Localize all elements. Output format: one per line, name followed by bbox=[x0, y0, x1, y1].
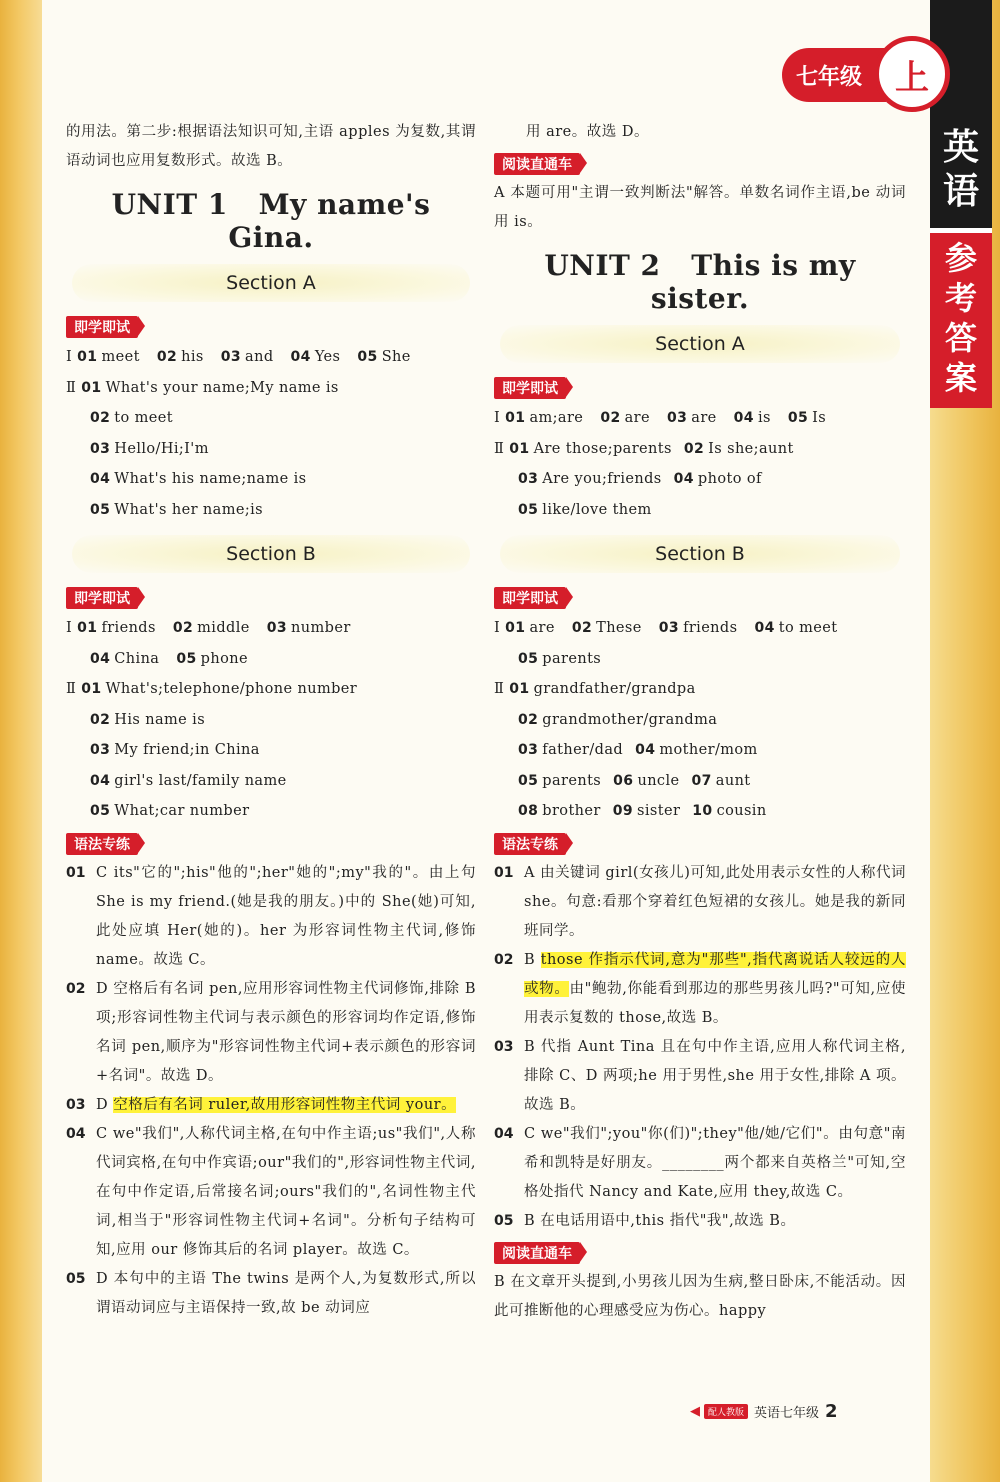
highlighted-text: 空格后有名词 ruler,故用形容词性物主代词 your。 bbox=[113, 1096, 457, 1113]
edition-badge: 配人教版 bbox=[704, 1404, 748, 1419]
list-item: 01 A 由关键词 girl(女孩儿)可知,此处用表示女性的人称代词 she。句意:看那个穿着红色短裙的女孩儿。她是我的新同班同学。 bbox=[494, 864, 906, 939]
unit-1-section-b-header: Section B bbox=[72, 535, 470, 573]
footer-text: 英语七年级 bbox=[754, 1405, 820, 1421]
list-item: 02 B those 作指示代词,意为"那些",指代离说话人较远的人或物。由"鲍勃,你能看到那边的那些男孩儿吗?"可知,应使用表示复数的 those,故选 B。 bbox=[494, 951, 906, 1026]
arrow-left-icon: ◀ bbox=[690, 1403, 700, 1419]
unit-1-reading-tag: 阅读直通车 bbox=[494, 153, 580, 175]
list-item: 03 My friend;in China bbox=[90, 742, 260, 758]
term-badge: 上 bbox=[874, 36, 950, 112]
answers-char-2: 考 bbox=[944, 279, 977, 317]
list-item: 05 What's her name;is bbox=[90, 501, 263, 518]
list-item: 05 like/love them bbox=[518, 501, 652, 518]
subject-char-1: 英 bbox=[942, 127, 979, 168]
list-item: 05 B 在电话用语中,this 指代"我",故选 B。 bbox=[494, 1212, 796, 1229]
list-item: 05 parents 06 uncle 07 aunt bbox=[518, 772, 751, 789]
unit-1-b-jixue-tag: 即学即试 bbox=[66, 587, 138, 609]
answers-char-3: 答 bbox=[944, 319, 977, 357]
list-item: 01 C its"它的";his"他的";her"她的";my"我的"。由上句 She is my friend.(她是我的朋友。)中的 She(她)可知,此处应填 Her(她的)。her 为形容词性物主代词,修饰 name。故选 C。 bbox=[66, 864, 476, 968]
unit-1-a-part1: Ⅰ 01 meet 02 his 03 and 04 Yes 05 She bbox=[66, 349, 411, 365]
page-footer bbox=[690, 1398, 838, 1424]
unit-2-reading-answer: B 在文章开头提到,小男孩儿因为生病,整日卧床,不能活动。因此可推断他的心理感受应为伤心。happy bbox=[494, 1273, 906, 1319]
list-item: 02 His name is bbox=[90, 711, 206, 728]
unit-2-grammar-tag: 语法专练 bbox=[494, 833, 566, 855]
right-column bbox=[494, 118, 906, 1326]
unit-1-title bbox=[66, 188, 476, 254]
unit-2-grammar-answers bbox=[494, 859, 906, 1236]
list-item: 02 grandmother/grandma bbox=[518, 711, 718, 728]
unit-1-a-jixue-tag: 即学即试 bbox=[66, 316, 138, 338]
unit-1-grammar-answers bbox=[66, 859, 476, 1323]
answers-char-4: 案 bbox=[944, 359, 977, 397]
unit-2-a-part2 bbox=[494, 434, 906, 526]
unit-2-a-jixue-tag: 即学即试 bbox=[494, 377, 566, 399]
unit-2-b-part1-cont: 05 parents bbox=[518, 650, 602, 667]
list-item: 05 D 本句中的主语 The twins 是两个人,为复数形式,所以谓语动词应与主语保持一致,故 be 动词应 bbox=[66, 1270, 476, 1316]
unit-2-a-part1: Ⅰ 01 am;are 02 are 03 are 04 is 05 Is bbox=[494, 410, 827, 426]
left-intro-text: 的用法。第二步:根据语法知识可知,主语 apples 为复数,其谓语动词也应用复数形式。故选 B。 bbox=[66, 124, 476, 169]
grade-label: 七年级 bbox=[782, 48, 886, 102]
unit-1-b-part1: Ⅰ 01 friends 02 middle 03 number bbox=[66, 620, 351, 636]
unit-1-a-part2 bbox=[66, 373, 476, 526]
list-item: 05 What;car number bbox=[90, 803, 250, 819]
list-item: 04 girl's last/family name bbox=[90, 772, 287, 789]
unit-1-reading-answer: A 本题可用"主谓一致判断法"解答。单数名词作主语,be 动词用 is。 bbox=[494, 185, 906, 230]
highlighted-text: those 作指示代词,意为"那些",指代离说话人较远的人或物。 bbox=[524, 951, 906, 997]
unit-2-b-part1: Ⅰ 01 are 02 These 03 friends 04 to meet bbox=[494, 620, 838, 636]
list-item: 04 C we"我们",人称代词主格,在句中作主语;us"我们",人称代词宾格,在句中作宾语;our"我们的",形容词性物主代词,在句中作定语,后常接名词;ours"我们的",名词性物主代词,相当于"形容词性物主代词+名词"。分析句子结构可知,应用 our 修饰其后的名词 player。故选 C。 bbox=[66, 1125, 476, 1258]
answers-char-1: 参 bbox=[944, 239, 977, 277]
answers-tab bbox=[930, 228, 992, 408]
unit-2-b-jixue-tag: 即学即试 bbox=[494, 587, 566, 609]
unit-2-b-part2 bbox=[494, 674, 906, 827]
list-item: 08 brother 09 sister 10 cousin bbox=[518, 803, 767, 819]
unit-2-reading-tag: 阅读直通车 bbox=[494, 1242, 580, 1264]
left-column bbox=[66, 118, 476, 1323]
unit-1-number: UNIT 1 bbox=[111, 188, 228, 221]
subject-tab bbox=[930, 0, 992, 228]
unit-2-number: UNIT 2 bbox=[544, 249, 661, 282]
list-item: 03 Hello/Hi;I'm bbox=[90, 440, 209, 457]
page-number: 2 bbox=[825, 1400, 838, 1422]
list-item: 04 What's his name;name is bbox=[90, 471, 307, 487]
list-item: Ⅱ 01 What's your name;My name is bbox=[66, 379, 339, 396]
subject-char-2: 语 bbox=[942, 171, 979, 212]
list-item: 03 D 空格后有名词 ruler,故用形容词性物主代词 your。 bbox=[66, 1096, 457, 1113]
unit-2-section-a-header: Section A bbox=[500, 325, 900, 363]
unit-2-title bbox=[494, 249, 906, 315]
list-item: Ⅱ 01 What's;telephone/phone number bbox=[66, 681, 358, 697]
unit-1-grammar-tag: 语法专练 bbox=[66, 833, 138, 855]
unit-2-section-b-header: Section B bbox=[500, 535, 900, 573]
unit-1-b-part1-cont: 04 China 05 phone bbox=[90, 650, 248, 667]
left-decorative-strip bbox=[0, 0, 42, 1482]
list-item: Ⅱ 01 grandfather/grandpa bbox=[494, 681, 696, 697]
tab-divider bbox=[930, 228, 992, 233]
unit-2-name: This is my sister. bbox=[650, 249, 856, 315]
right-continuation-text: 用 are。故选 D。 bbox=[526, 124, 650, 140]
list-item: Ⅱ 01 Are those;parents 02 Is she;aunt bbox=[494, 440, 794, 457]
list-item: 03 B 代指 Aunt Tina 且在句中作主语,应用人称代词主格,排除 C、D 两项;he 用于男性,she 用于女性,排除 A 项。故选 B。 bbox=[494, 1038, 906, 1113]
list-item: 02 to meet bbox=[90, 410, 174, 426]
list-item: 03 father/dad 04 mother/mom bbox=[518, 742, 758, 758]
unit-1-name: My name's Gina. bbox=[228, 188, 431, 254]
unit-1-b-part2 bbox=[66, 674, 476, 827]
list-item: 02 D 空格后有名词 pen,应用形容词性物主代词修饰,排除 B 项;形容词性物主代词与表示颜色的形容词均作定语,修饰名词 pen,顺序为"形容词性物主代词+表示颜色的形容词+名词"。故选 D。 bbox=[66, 980, 476, 1084]
list-item: 04 C we"我们";you"你(们)";they"他/她/它们"。由句意"南希和凯特是好朋友。________两个都来自英格兰"可知,空格处指代 Nancy and Kate,应用 they,故选 C。 bbox=[494, 1125, 906, 1200]
list-item: 03 Are you;friends 04 photo of bbox=[518, 471, 762, 487]
unit-1-section-a-header: Section A bbox=[72, 264, 470, 302]
